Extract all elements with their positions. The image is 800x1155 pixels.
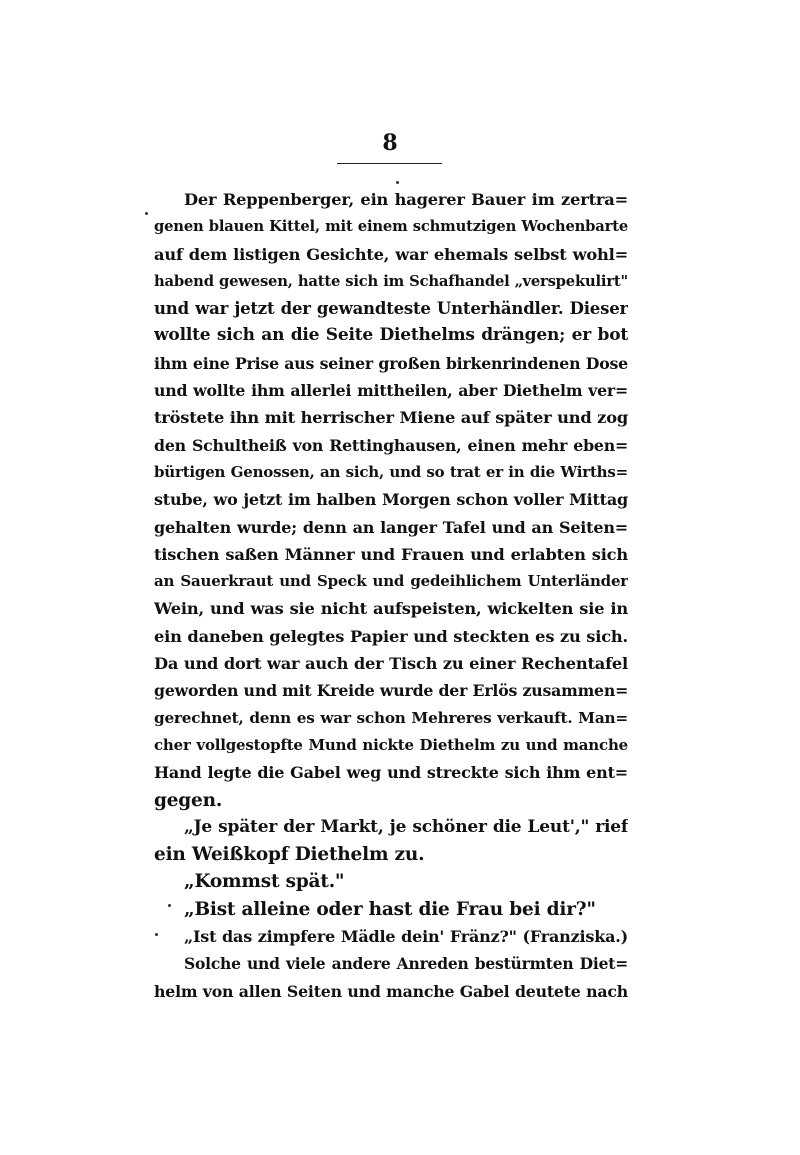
text-line: Wein, und was sie nicht aufspeisten, wickelten sie in (154, 599, 628, 619)
text-line: Der Reppenberger, ein hagerer Bauer im zertra= (184, 190, 628, 209)
text-line: cher vollgestopfte Mund nickte Diethelm zu und manche (154, 735, 628, 754)
text-line: helm von allen Seiten und manche Gabel deutete nach (154, 981, 628, 1001)
text-line: „Kommst spät." (184, 871, 345, 893)
text-line: „Je später der Markt, je schöner die Leut'," rief (184, 816, 628, 837)
text-line: und war jetzt der gewandteste Unterhändler. Dieser (154, 299, 628, 319)
text-line: gerechnet, denn es war schon Mehreres verkauft. Man= (154, 708, 628, 727)
text-line: genen blauen Kittel, mit einem schmutzigen Wochenbarte (154, 218, 628, 236)
text-line: Hand legte die Gabel weg und streckte sich ihm ent= (154, 763, 628, 783)
text-line: Solche und viele andere Anreden bestürmten Diet= (184, 954, 628, 974)
text-line: geworden und mit Kreide wurde der Erlös zusammen= (154, 681, 628, 701)
text-line: und wollte ihm allerlei mittheilen, aber Diethelm ver= (154, 381, 628, 401)
text-line: tischen saßen Männer und Frauen und erlabten sich (154, 544, 628, 564)
text-line: bürtigen Genossen, an sich, und so trat er in die Wirths= (154, 462, 628, 481)
text-line: ihm eine Prise aus seiner großen birkenrindenen Dose (154, 353, 628, 373)
text-line: den Schultheiß von Rettinghausen, einen mehr eben= (154, 435, 628, 455)
text-line: „Ist das zimpfere Mädle dein' Fränz?" (Franziska.) (184, 927, 628, 947)
print-speck (396, 181, 399, 184)
text-line: ein Weißkopf Diethelm zu. (154, 844, 425, 866)
page-number: 8 (382, 130, 398, 156)
text-line: ein daneben gelegtes Papier und steckten es zu sich. (154, 626, 628, 646)
text-line: stube, wo jetzt im halben Morgen schon voller Mittag (154, 490, 628, 510)
header-rule (337, 163, 442, 164)
text-line: wollte sich an die Seite Diethelms drängen; er bot (154, 325, 628, 346)
text-line: gegen. (154, 789, 223, 811)
text-line: habend gewesen, hatte sich im Schafhandel „verspekulirt" (154, 272, 628, 290)
text-line: an Sauerkraut und Speck und gedeihlichem Unterländer (154, 572, 628, 591)
text-line: „Bist alleine oder hast die Frau bei dir?" (184, 898, 596, 920)
body-text (154, 186, 628, 1005)
text-line: gehalten wurde; denn an langer Tafel und an Seiten= (154, 517, 628, 537)
text-line: auf dem listigen Gesichte, war ehemals selbst wohl= (154, 244, 628, 264)
text-line: Da und dort war auch der Tisch zu einer Rechentafel (154, 654, 628, 674)
print-speck (145, 212, 148, 215)
text-line: tröstete ihn mit herrischer Miene auf später und zog (154, 408, 628, 428)
